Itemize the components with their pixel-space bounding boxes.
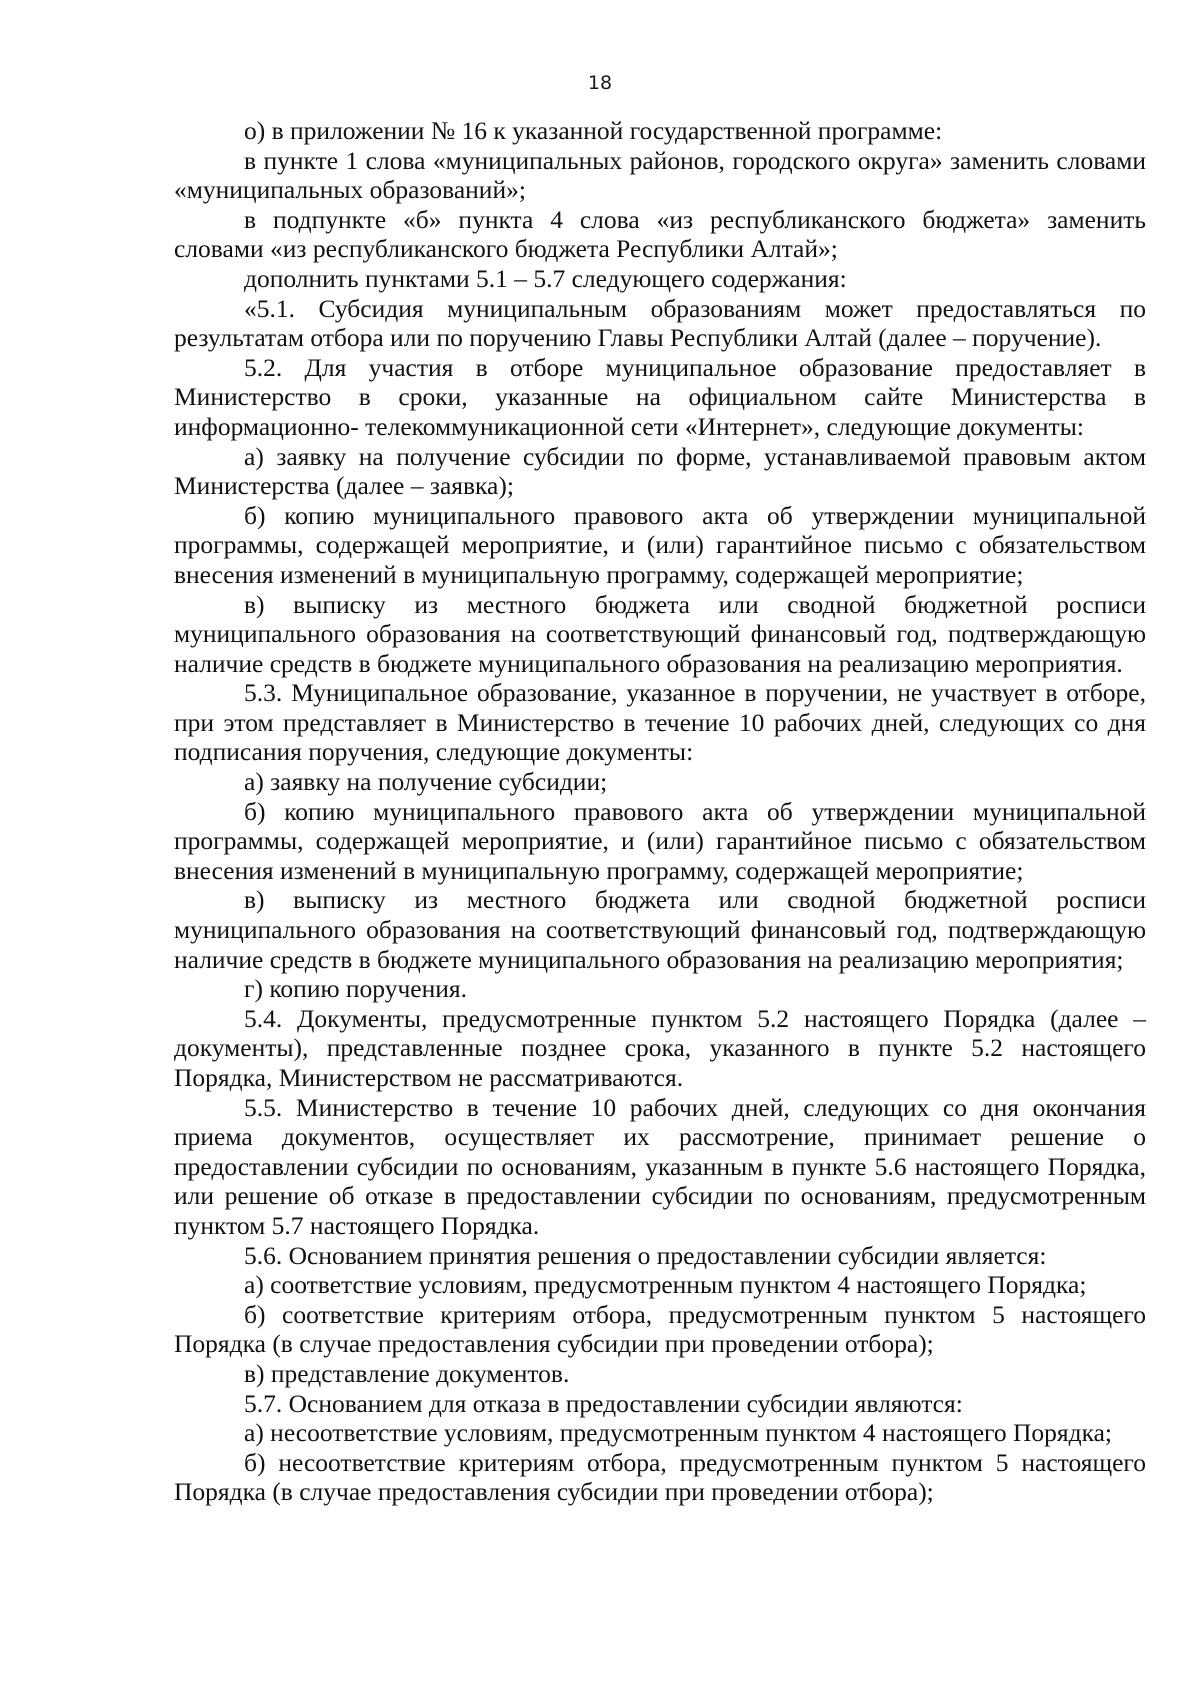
paragraph: а) заявку на получение субсидии по форме, устанавливаемой правовым актом Министерства (далее – заявка); bbox=[174, 441, 1146, 501]
paragraph: в) представление документов. bbox=[244, 1358, 570, 1388]
document-body bbox=[174, 116, 1146, 1507]
paragraph: а) заявку на получение субсидии; bbox=[244, 767, 608, 797]
paragraph: в подпункте «б» пункта 4 слова «из республиканского бюджета» заменить словами «из республиканского бюджета Республики Алтай»; bbox=[174, 204, 1146, 264]
paragraph: 5.3. Муниципальное образование, указанное в поручении, не участвует в отборе, при этом представляет в Министерство в течение 10 рабочих дней, следующих со дня подписания поручения, следующие документы: bbox=[174, 678, 1146, 767]
paragraph: 5.7. Основанием для отказа в предоставлении субсидии являются: bbox=[244, 1388, 963, 1418]
paragraph: 5.2. Для участия в отборе муниципальное образование предоставляет в Министерство в сроки, указанные на официальном сайте Министерства в информационно- телекоммуникационной сети «Интернет», следующие документы: bbox=[174, 352, 1146, 441]
paragraph: б) соответствие критериям отбора, предусмотренным пунктом 5 настоящего Порядка (в случае предоставления субсидии при проведении отбора); bbox=[174, 1299, 1146, 1359]
paragraph: «5.1. Субсидия муниципальным образованиям может предоставляться по результатам отбора или по поручению Главы Республики Алтай (далее – поручение). bbox=[174, 293, 1146, 353]
paragraph: а) соответствие условиям, предусмотренным пунктом 4 настоящего Порядка; bbox=[244, 1270, 1087, 1300]
paragraph: 5.5. Министерство в течение 10 рабочих дней, следующих со дня окончания приема документов, осуществляет их рассмотрение, принимает решение о предоставлении субсидии по основаниям, указанным в пункте 5.6 настоящего Порядка, или решение об отказе в предоставлении субсидии по основаниям, предусмотренным пунктом 5.7 настоящего Порядка. bbox=[174, 1092, 1146, 1240]
paragraph: б) копию муниципального правового акта об утверждении муниципальной программы, содержащей мероприятие, и (или) гарантийное письмо с обязательством внесения изменений в муниципальную программу, содержащей мероприятие; bbox=[174, 500, 1146, 589]
paragraph: дополнить пунктами 5.1 – 5.7 следующего содержания: bbox=[244, 263, 847, 293]
paragraph: б) копию муниципального правового акта об утверждении муниципальной программы, содержащей мероприятие, и (или) гарантийное письмо с обязательством внесения изменений в муниципальную программу, содержащей мероприятие; bbox=[174, 796, 1146, 885]
paragraph: в пункте 1 слова «муниципальных районов, городского округа» заменить словами «муниципальных образований»; bbox=[174, 145, 1146, 205]
paragraph: в) выписку из местного бюджета или сводной бюджетной росписи муниципального образования на соответствующий финансовый год, подтверждающую наличие средств в бюджете муниципального образования на реализацию мероприятия; bbox=[174, 885, 1146, 974]
paragraph: 5.4. Документы, предусмотренные пунктом 5.2 настоящего Порядка (далее – документы), представленные позднее срока, указанного в пункте 5.2 настоящего Порядка, Министерством не рассматриваются. bbox=[174, 1003, 1146, 1092]
paragraph: 5.6. Основанием принятия решения о предоставлении субсидии является: bbox=[244, 1240, 1047, 1270]
paragraph: б) несоответствие критериям отбора, предусмотренным пунктом 5 настоящего Порядка (в случае предоставления субсидии при проведении отбора); bbox=[174, 1447, 1146, 1507]
page-number: 18 bbox=[587, 72, 613, 94]
paragraph: а) несоответствие условиям, предусмотренным пунктом 4 настоящего Порядка; bbox=[244, 1418, 1113, 1448]
paragraph: о) в приложении № 16 к указанной государственной программе: bbox=[244, 116, 943, 145]
paragraph: г) копию поручения. bbox=[244, 974, 467, 1004]
paragraph: в) выписку из местного бюджета или сводной бюджетной росписи муниципального образования на соответствующий финансовый год, подтверждающую наличие средств в бюджете муниципального образования на реализацию мероприятия. bbox=[174, 589, 1146, 678]
